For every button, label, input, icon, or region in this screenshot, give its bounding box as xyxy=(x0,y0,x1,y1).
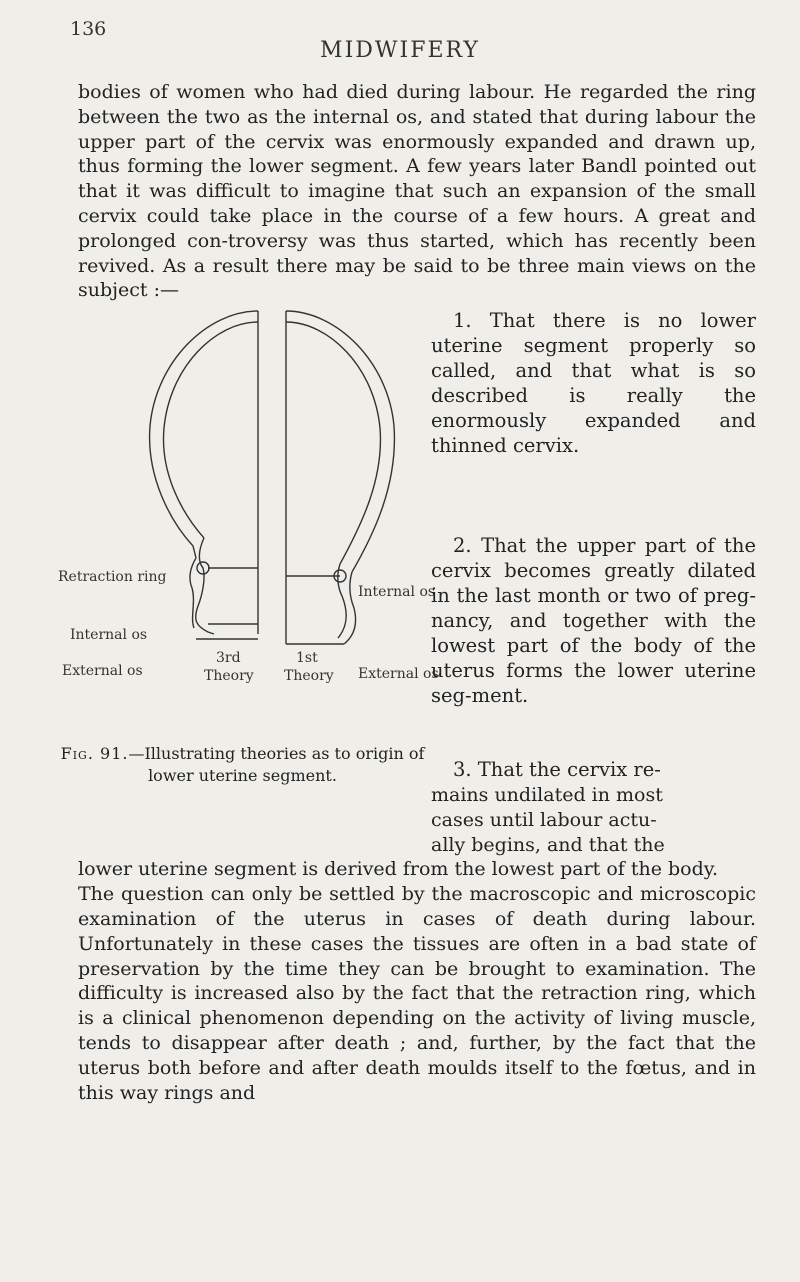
continuation-block xyxy=(78,783,756,1105)
closing-paragraph: The question can only be settled by the macroscopic and microscopic examination of the uterus in cases of death during labour. Unfortunately in these cases the tissues are often in a bad state of preservation by the time they can be brought to examination. The difficulty is increased also by the fact that the retraction ring, which is a clinical phenomenon depending on the activity of living muscle, tends to disappear after death ; and, further, by the fact that the uterus both before and after death moulds itself to the fœtus, and in this way rings and xyxy=(78,883,756,1104)
right-lower-wall xyxy=(338,564,346,638)
caption-text: —Illustrating theories as to origin of lower uterine segment. xyxy=(128,744,425,785)
label-external-os-left: External os xyxy=(62,663,143,679)
right-outer-contour xyxy=(286,311,394,572)
running-head: MIDWIFERY xyxy=(320,38,480,63)
view-1: 1. That there is no lower uterine segment properly so called, and that what is so described is really the enormously expanded and thinned cervix. xyxy=(431,309,756,457)
view-3-rest: lower uterine segment is derived from the lowest part of the body. xyxy=(78,858,719,881)
right-inner-contour xyxy=(286,322,380,564)
figure-caption xyxy=(55,743,430,787)
label-theory-3-num: 3rd xyxy=(216,650,241,666)
caption-label: Fig. 91. xyxy=(60,744,129,763)
label-retraction-ring: Retraction ring xyxy=(58,569,167,585)
view-2: 2. That the upper part of the cervix becomes greatly dilated in the last month or two of preg-nancy, and together with the lowest part of the body of the uterus forms the lower uterine seg-ment. xyxy=(431,534,756,707)
label-theory-3-word: Theory xyxy=(204,668,254,684)
page-number: 136 xyxy=(70,18,107,40)
left-outer-contour xyxy=(150,311,258,558)
view-3-line-3: ally begins, and that the xyxy=(431,833,665,856)
left-lower-wall xyxy=(196,538,214,634)
intro-paragraph: bodies of women who had died during labour. He regarded the ring between the two as the internal os, and stated that during labour the upper part of the cervix was enormously expanded and drawn up, thus forming the lower segment. A few years later Bandl pointed out that it was difficult to imagine that such an expansion of the small cervix could take place in the course of a few hours. A great and prolonged con-troversy was thus started, which has recently been revived. As a result there may be said to be three main views on the subject :— xyxy=(78,81,756,302)
label-theory-1-word: Theory xyxy=(284,668,334,684)
uterus-diagram xyxy=(58,306,439,686)
view-3-line-2: cases until labour actu- xyxy=(431,808,657,831)
view-3: 3. That the cervix re- xyxy=(453,758,661,781)
view-3-line-1: mains undilated in most xyxy=(431,784,663,806)
label-theory-1-num: 1st xyxy=(296,650,318,666)
label-internal-os-left: Internal os xyxy=(70,627,148,643)
label-external-os-right: External os xyxy=(358,666,439,682)
label-internal-os-right: Internal os xyxy=(358,584,436,600)
